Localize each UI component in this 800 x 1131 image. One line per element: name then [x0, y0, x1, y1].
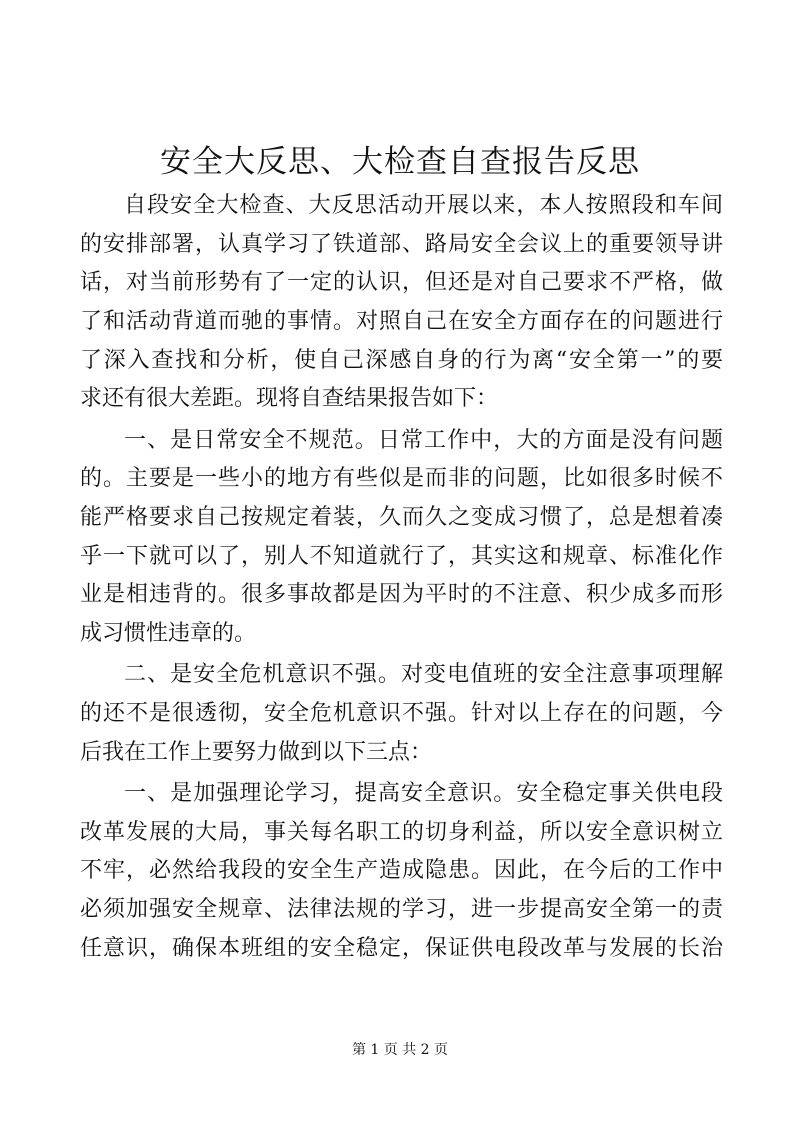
- paragraph-1-line-3: 话，对当前形势有了一定的认识，但还是对自己要求不严格，做: [80, 270, 723, 296]
- paragraph-3-line-1: 二、是安全危机意识不强。对变电值班的安全注意事项理解: [124, 662, 723, 688]
- paragraph-1-line-2: 的安排部署，认真学习了铁道部、路局安全会议上的重要领导讲: [80, 231, 723, 257]
- paragraph-1-line-6: 求还有很大差距。现将自查结果报告如下：: [80, 386, 499, 412]
- document-body: [80, 187, 723, 968]
- paragraph-4-line-4: 必须加强安全规章、法律法规的学习，进一步提高安全第一的责: [80, 896, 723, 922]
- paragraph-1-line-5: 了深入查找和分析，使自己深感自身的行为离“安全第一”的要: [80, 347, 723, 373]
- paragraph-2-line-3: 能严格要求自己按规定着装，久而久之变成习惯了，总是想着凑: [80, 505, 723, 530]
- paragraph-1-line-4: 了和活动背道而驰的事情。对照自己在安全方面存在的问题进行: [80, 309, 723, 335]
- paragraph-4-line-1: 一、是加强理论学习，提高安全意识。安全稳定事关供电段: [124, 780, 723, 806]
- paragraph-1-line-1: 自段安全大检查、大反思活动开展以来，本人按照段和车间: [124, 193, 723, 218]
- paragraph-2-line-4: 乎一下就可以了，别人不知道就行了，其实这和规章、标准化作: [80, 543, 723, 569]
- paragraph-3-line-2: 的还不是很透彻，安全危机意识不强。针对以上存在的问题，今: [80, 700, 723, 726]
- paragraph-2-line-6: 成习惯性违章的。: [80, 621, 257, 647]
- paragraph-3-line-3: 后我在工作上要努力做到以下三点：: [80, 739, 433, 765]
- paragraph-4-line-2: 改革发展的大局，事关每名职工的切身利益，所以安全意识树立: [80, 819, 723, 845]
- paragraph-2-line-5: 业是相违背的。很多事故都是因为平时的不注意、积少成多而形: [80, 582, 723, 608]
- paragraph-4-line-3: 不牢，必然给我段的安全生产造成隐患。因此，在今后的工作中: [80, 858, 723, 884]
- document-title: 安全大反思、大检查自查报告反思: [160, 144, 640, 180]
- page-footer: 第 1 页 共 2 页: [351, 1042, 449, 1058]
- paragraph-2-line-1: 一、是日常安全不规范。日常工作中，大的方面是没有问题: [124, 427, 723, 453]
- paragraph-4-line-5: 任意识，确保本班组的安全稳定，保证供电段改革与发展的长治: [80, 935, 723, 961]
- paragraph-2-line-2: 的。主要是一些小的地方有些似是而非的问题，比如很多时候不: [80, 466, 723, 492]
